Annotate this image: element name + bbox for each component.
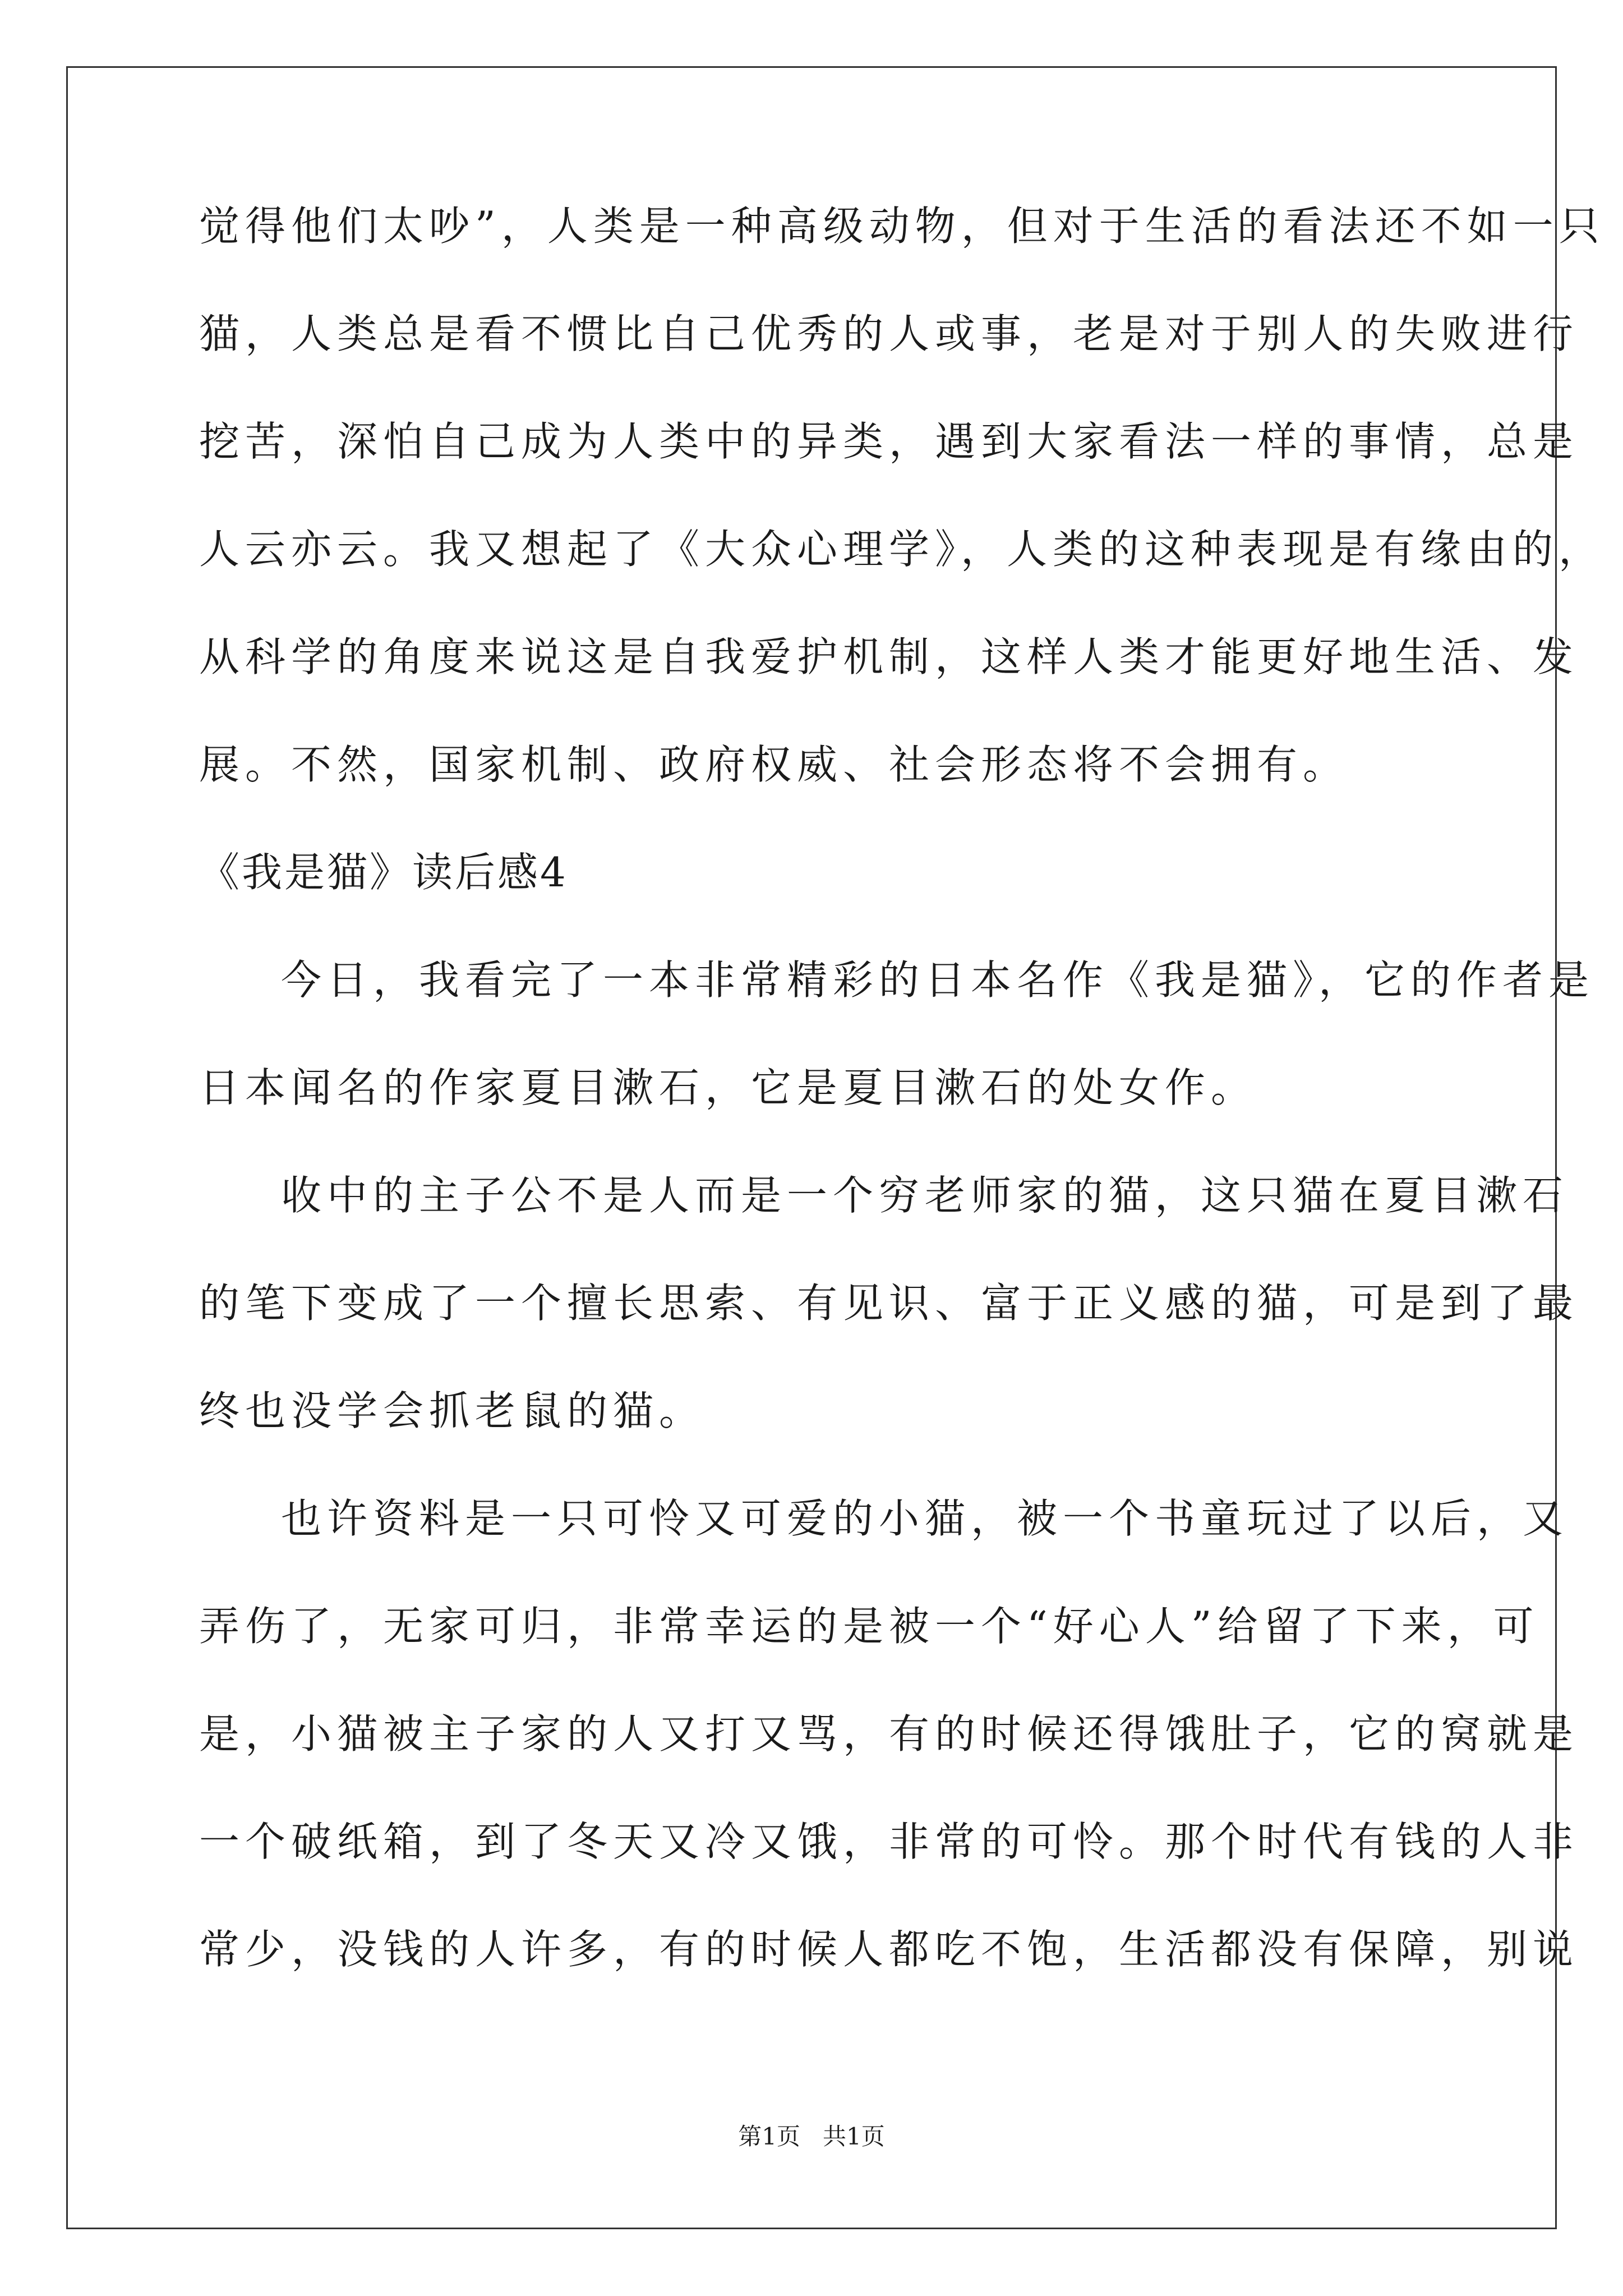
text-line: 是，小猫被主子家的人又打又骂，有的时候还得饿肚子，它的窝就是 (199, 1710, 1579, 1757)
document-body (199, 199, 1605, 1976)
text-line: 终也没学会抓老鼠的猫。 (199, 1387, 706, 1434)
text-line: 展。不然，国家机制、政府权威、社会形态将不会拥有。 (199, 741, 1349, 788)
section-heading: 《我是猫》读后感4 (199, 849, 568, 896)
text-line: 常少，没钱的人许多，有的时候人都吃不饱，生活都没有保障，别说 (199, 1926, 1579, 1973)
text-line: 收中的主子公不是人而是一个穷老师家的猫，这只猫在夏目漱石 (281, 1172, 1569, 1219)
text-line: 也许资料是一只可怜又可爱的小猫，被一个书童玩过了以后，又 (281, 1495, 1569, 1542)
text-line: 挖苦，深怕自己成为人类中的异类，遇到大家看法一样的事情，总是 (199, 418, 1579, 465)
text-line: 人云亦云。我又想起了《大众心理学》，人类的这种表现是有缘由的， (199, 526, 1605, 573)
text-line: 一个破纸箱，到了冬天又冷又饿，非常的可怜。那个时代有钱的人非 (199, 1818, 1579, 1865)
text-line: 从科学的角度来说这是自我爱护机制，这样人类才能更好地生活、发 (199, 633, 1579, 680)
text-line: 日本闻名的作家夏目漱石，它是夏目漱石的处女作。 (199, 1064, 1257, 1111)
text-line: 猫，人类总是看不惯比自己优秀的人或事，老是对于别人的失败进行 (199, 310, 1579, 357)
text-line: 觉得他们太吵”，人类是一种高级动物，但对于生活的看法还不如一只 (199, 203, 1605, 250)
text-line: 弄伤了，无家可归，非常幸运的是被一个“好心人”给留了下来，可 (199, 1603, 1539, 1650)
text-line: 今日，我看完了一本非常精彩的日本名作《我是猫》，它的作者是 (281, 956, 1595, 1004)
text-line: 的笔下变成了一个擅长思索、有见识、富于正义感的猫，可是到了最 (199, 1280, 1579, 1327)
page-number: 第1页 共1页 (738, 2123, 885, 2150)
